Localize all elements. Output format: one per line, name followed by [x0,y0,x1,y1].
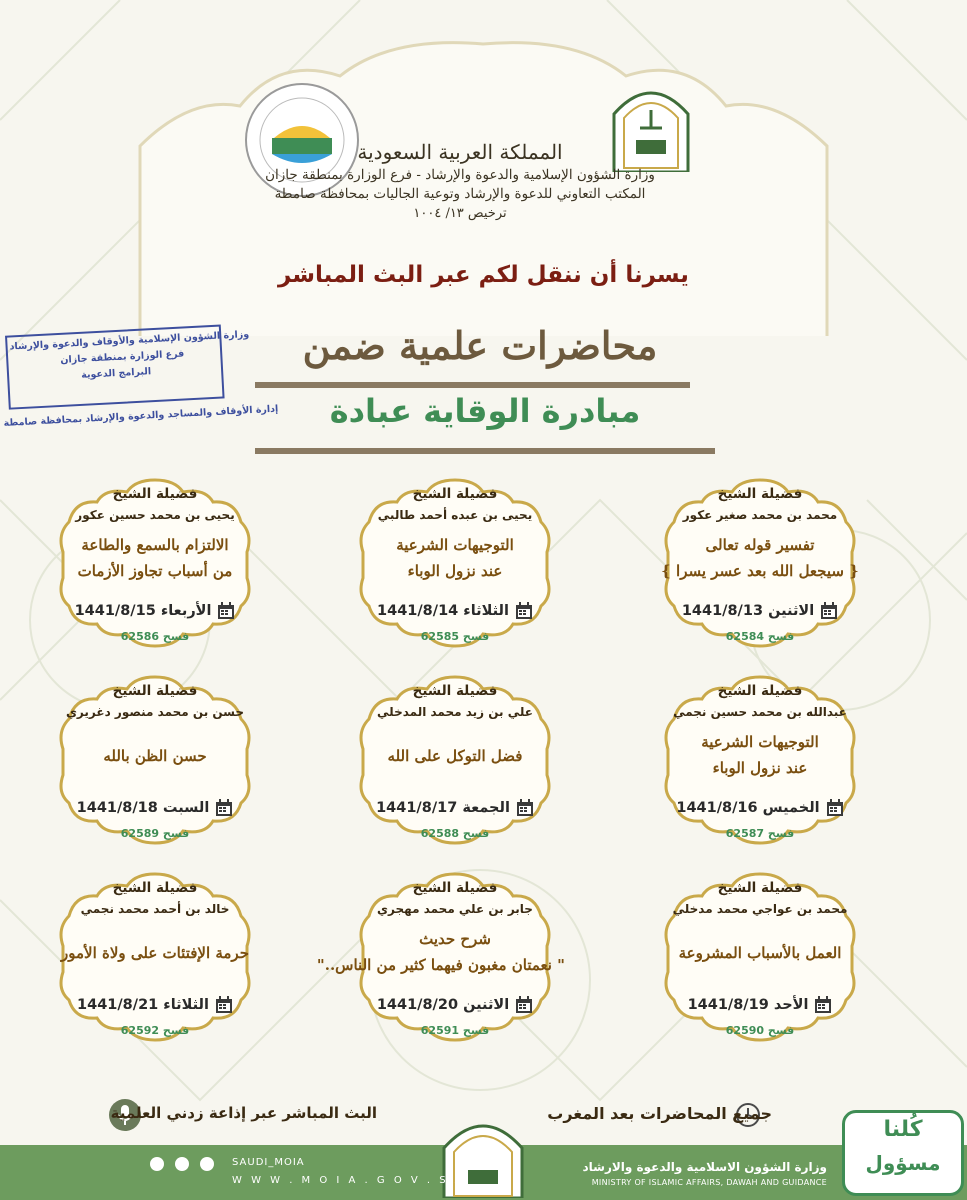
lecture-card-9 [55,872,255,1042]
card-topic-line-2: { سيجعل الله بعد عسر يسرا } [661,562,859,580]
social-handle[interactable]: SAUDI_MOIA [232,1157,305,1168]
card-topic-line-2: من أسباب تجاوز الأزمات [77,562,233,580]
initiative-title: مبادرة الوقاية عبادة [329,392,641,430]
footer-ministry-en: MINISTRY OF ISLAMIC AFFAIRS, DAWAH AND GUIDANCE [591,1178,827,1187]
card-topic-line-1: التوجيهات الشرعية [701,733,819,751]
card-date-text: الأحد 1441/8/19 [687,997,809,1013]
kingdom-name: المملكة العربية السعودية [357,140,563,164]
card-date-text: السبت 1441/8/18 [76,800,210,816]
card-permit-number: فسح 62586 [120,630,190,643]
title-box [260,316,700,376]
card-honorific: فضيلة الشيخ [112,880,198,896]
calendar-icon [814,996,832,1014]
card-date-text: الأربعاء 1441/8/15 [74,603,212,619]
lecture-card-6 [55,675,255,845]
card-speaker: خالد بن أحمد محمد نجمي [80,902,230,916]
stamp-line-3: البرامج الدعوية [80,366,152,381]
stamp-line-4: إدارة الأوقاف والمساجد والدعوة والإرشاد بمحافظة صامطة [3,403,279,429]
footer-ministry-ar: وزارة الشؤون الاسلامية والدعوة والارشاد [582,1160,827,1174]
card-topic [345,743,565,769]
calendar-icon [215,799,233,817]
calendar-icon [217,602,235,620]
calendar-icon [820,602,838,620]
card-speaker: محمد بن محمد صغير عكور [682,508,838,522]
card-honorific: فضيلة الشيخ [412,880,498,896]
calendar-icon [515,996,533,1014]
website-url[interactable]: W W W . M O I A . G O V . S A [232,1175,465,1186]
lecture-card-2 [355,478,555,648]
card-honorific: فضيلة الشيخ [412,683,498,699]
card-date [660,602,860,620]
card-topic-line-1: حسن الظن بالله [103,747,207,765]
card-date [355,799,555,817]
card-topic-line-1: الالتزام بالسمع والطاعة [81,536,229,554]
card-permit-number: فسح 62587 [725,827,795,840]
lecture-card-1 [660,478,860,648]
calendar-icon [826,799,844,817]
card-speaker: حسن بن محمد منصور دغريري [65,705,245,719]
card-topic-line-1: العمل بالأسباب المشروعة [678,944,842,962]
lecture-card-4 [660,675,860,845]
kulna-masool-badge [842,1110,964,1196]
card-speaker: يحيى بن محمد حسين عكور [75,508,235,522]
card-speaker: يحيى بن عبده أحمد طالبي [377,508,533,522]
calendar-icon [215,996,233,1014]
page-title: محاضرات علمية ضمن [302,323,658,368]
card-topic [650,940,870,966]
card-date [355,602,555,620]
card-date [660,996,860,1014]
card-speaker: جابر بن علي محمد مهجري [377,902,533,916]
card-honorific: فضيلة الشيخ [412,486,498,502]
card-topic-line-2: عند نزول الوباء [712,759,808,777]
card-permit-number: فسح 62588 [420,827,490,840]
card-date-text: الخميس 1441/8/16 [676,800,820,816]
card-topic [345,532,565,584]
card-permit-number: فسح 62592 [120,1024,190,1037]
card-date [355,996,555,1014]
office-line: المكتب التعاوني للدعوة والإرشاد وتوعية الجاليات بمحافظة صامطة [274,186,646,202]
calendar-icon [515,602,533,620]
calendar-icon [516,799,534,817]
card-speaker: محمد بن عواجي محمد مدخلي [672,902,848,916]
card-topic [650,532,870,584]
card-date [55,996,255,1014]
all-lectures-note: جميع المحاضرات بعد المغرب [547,1104,772,1123]
card-topic-line-2: " نعمتان مغبون فيهما كثير من الناس.." [316,956,565,974]
license-number: ترخيص ١٣/ ١٠٠٤ [413,206,507,221]
lecture-card-7 [660,872,860,1042]
stamp-line-2: فرع الوزارة بمنطقة جازان [60,348,185,366]
card-date [55,602,255,620]
masool-text: مسؤول [865,1151,941,1175]
card-topic [45,743,265,769]
card-topic-line-1: فضل التوكل على الله [387,747,523,765]
card-honorific: فضيلة الشيخ [112,683,198,699]
card-permit-number: فسح 62591 [420,1024,490,1037]
card-honorific: فضيلة الشيخ [717,880,803,896]
live-radio-note: البث المباشر عبر إذاعة زدني العلمية [110,1104,377,1122]
card-permit-number: فسح 62590 [725,1024,795,1037]
card-topic [45,532,265,584]
lecture-card-3 [55,478,255,648]
card-date-text: الاثنين 1441/8/13 [681,603,815,619]
title-divider-bottom [255,448,715,454]
stamp-line-1: وزارة الشؤون الإسلامية والأوقاف والدعوة والإرشاد [9,329,250,353]
social-icons [150,1156,220,1172]
lecture-card-5 [355,675,555,845]
card-speaker: علي بن زيد محمد المدخلي [377,705,533,719]
card-date-text: الثلاثاء 1441/8/21 [77,997,209,1013]
card-topic [650,729,870,781]
card-speaker: عبدالله بن محمد حسين نجمي [673,705,847,719]
card-topic-line-1: شرح حديث [419,930,491,948]
header-text [250,140,670,221]
card-date-text: الاثنين 1441/8/20 [376,997,510,1013]
card-topic-line-1: حرمة الإفتئات على ولاة الأمور [61,944,249,962]
card-topic-line-2: عند نزول الوباء [407,562,503,580]
card-date-text: الثلاثاء 1441/8/14 [377,603,509,619]
card-topic [45,940,265,966]
ministry-line: وزارة الشؤون الإسلامية والدعوة والإرشاد - فرع الوزارة بمنطقة جازان [265,167,655,183]
card-honorific: فضيلة الشيخ [717,486,803,502]
card-topic-line-1: التوجيهات الشرعية [396,536,514,554]
card-topic-line-1: تفسير قوله تعالى [705,536,815,554]
title-divider-top [255,382,690,388]
card-topic [316,926,565,978]
card-permit-number: فسح 62584 [725,630,795,643]
live-banner: يسرنا أن ننقل لكم عبر البث المباشر [278,262,689,288]
facebook-icon[interactable] [200,1157,214,1171]
card-date [55,799,255,817]
card-date-text: الجمعة 1441/8/17 [376,800,510,816]
official-stamp [0,324,279,456]
card-permit-number: فسح 62589 [120,827,190,840]
lecture-card-8 [316,872,565,1042]
card-date [660,799,860,817]
card-honorific: فضيلة الشيخ [112,486,198,502]
card-permit-number: فسح 62585 [420,630,490,643]
card-honorific: فضيلة الشيخ [717,683,803,699]
kulna-text: كُلنا [883,1117,923,1142]
instagram-icon[interactable] [175,1157,189,1171]
twitter-icon[interactable] [150,1157,164,1171]
